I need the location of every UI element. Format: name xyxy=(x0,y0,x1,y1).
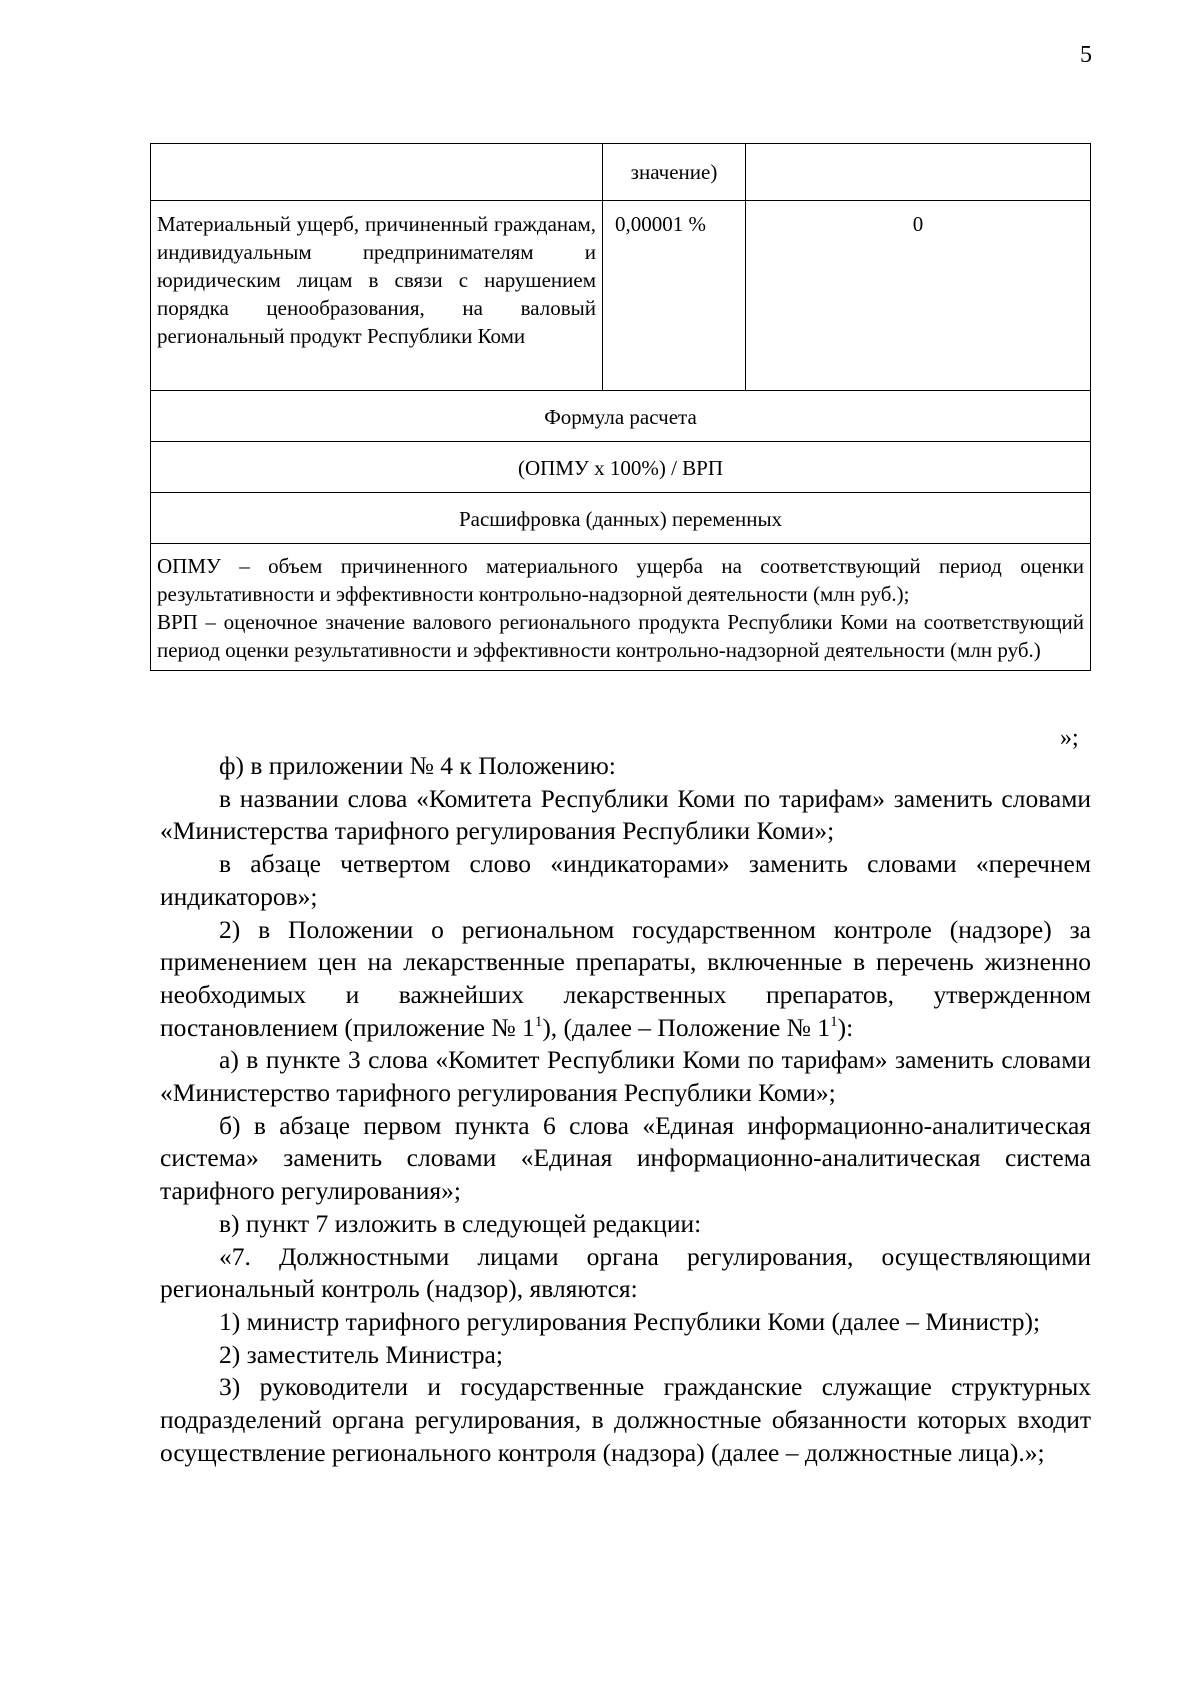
paragraph: 1) министр тарифного регулирования Республики Коми (далее – Министр); xyxy=(219,1306,1041,1336)
paragraph-text: ), (далее – Положение № 1 xyxy=(542,1012,831,1042)
paragraph: в названии слова «Комитета Республики Коми по тарифам» заменить словами «Министерства тарифного регулирования Республики Коми»; xyxy=(160,783,1091,846)
variables-description xyxy=(151,544,1091,671)
superscript: 1 xyxy=(830,1013,838,1030)
paragraph: б) в абзаце первом пункта 6 слова «Единая информационно-аналитическая система» заменить словами «Единая информационно-аналитическая система тарифного регулирования»; xyxy=(160,1110,1091,1206)
table-cell-empty xyxy=(746,144,1091,201)
variable-vrp: ВРП – оценочное значение валового регионального продукта Республики Коми на соответствующий период оценки результативности и эффективности контрольно-надзорной деятельности (млн руб.) xyxy=(157,610,1084,662)
paragraph: а) в пункте 3 слова «Комитет Республики Коми по тарифам» заменить словами «Министерство тарифного регулирования Республики Коми»; xyxy=(160,1045,1091,1108)
paragraph-text: 2) в Положении о региональном государственном контроле (надзоре) за применением цен на лекарственные препараты, включенные в перечень жизненно необходимых и важнейших лекарственных препаратов, утвержденном постановлением (приложение № 1 xyxy=(160,914,1091,1042)
paragraph-text: ): xyxy=(837,1012,854,1042)
paragraph: 2) заместитель Министра; xyxy=(219,1339,503,1369)
superscript: 1 xyxy=(534,1013,543,1030)
table-row xyxy=(151,442,1091,493)
table-row xyxy=(151,391,1091,442)
paragraph: 3) руководители и государственные гражданские служащие структурных подразделений органа регулирования, в должностные обязанности которых входит осуществление регионального контроля (надзора) (далее – должностные лица).»; xyxy=(160,1372,1091,1467)
table-row xyxy=(151,201,1091,391)
document-body xyxy=(160,750,1091,1469)
table-header-continuation: значение) xyxy=(603,144,746,201)
indicator-actual-value: 0 xyxy=(746,201,1091,391)
paragraph: в) пункт 7 изложить в следующей редакции: xyxy=(219,1208,702,1238)
paragraph: «7. Должностными лицами органа регулирования, осуществляющими региональный контроль (надзор), являются: xyxy=(160,1241,1091,1304)
table-row xyxy=(151,144,1091,201)
formula: (ОПМУ х 100%) / ВРП xyxy=(151,442,1091,493)
table-cell-empty xyxy=(151,144,603,201)
paragraph: в абзаце четвертом слово «индикаторами» заменить словами «перечнем индикаторов»; xyxy=(160,849,1091,911)
variables-label: Расшифровка (данных) переменных xyxy=(151,493,1091,544)
indicator-table xyxy=(150,143,1091,671)
page-number: 5 xyxy=(1080,42,1092,68)
variable-opmu: ОПМУ – объем причиненного материального ущерба на соответствующий период оценки результативности и эффективности контрольно-надзорной деятельности (млн руб.); xyxy=(157,554,1084,606)
closing-quote: »; xyxy=(1060,725,1079,751)
paragraph: ф) в приложении № 4 к Положению: xyxy=(219,751,616,780)
indicator-name: Материальный ущерб, причиненный гражданам, индивидуальным предпринимателям и юридическим лицам в связи с нарушением порядка ценообразования, на валовый региональный продукт Республики Коми xyxy=(151,201,603,391)
table-row xyxy=(151,544,1091,671)
formula-label: Формула расчета xyxy=(151,391,1091,442)
table-row xyxy=(151,493,1091,544)
paragraph xyxy=(160,914,1091,1045)
indicator-target-value: 0,00001 % xyxy=(603,201,746,391)
